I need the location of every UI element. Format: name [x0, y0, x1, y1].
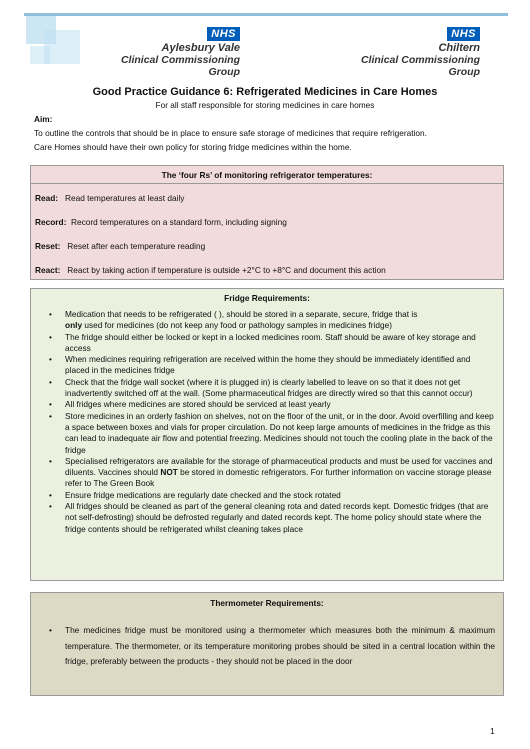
list-item: • The medicines fridge must be monitored using a thermometer which measures both the minimum & maximum temperature. The thermometer, or its temperature monitoring probes should be sited in a central location within the fridge, preferably between the products - they should not be placed in the door [49, 625, 495, 666]
page-subtitle: For all staff responsible for storing medicines in care homes [155, 100, 375, 110]
list-item: • Specialised refrigerators are available for the storage of pharmaceutical products and must be used for vaccines and diluents. Vaccines should NOT be stored in domestic refrigerators. For further information on vaccine storage please refer to The Green Book [49, 455, 493, 489]
thermometer-requirements-list [31, 623, 503, 670]
page-title: Good Practice Guidance 6: Refrigerated Medicines in Care Homes [92, 86, 438, 98]
four-rs-text: Reset after each temperature reading [67, 241, 206, 251]
nhs-logo-mark: NHS [207, 27, 240, 41]
four-rs-box [30, 165, 504, 280]
list-item: • Medication that needs to be refrigerated ( ), should be stored in a separate, secure, fridge that is only used for medicines (do not keep any food or pathology samples in medicines fridge) [49, 309, 418, 331]
fridge-requirements-list [31, 309, 503, 535]
list-item: • All fridges should be cleaned as part of the general cleaning rota and dated records kept. Domestic fridges (that are not self-defrosting) should be defrosted regularly and dated records kept. The home policy should state where the fridge contents should be refrigerated whilst cleaning takes place [49, 501, 489, 534]
bullet-icon: • [49, 410, 52, 421]
aylesbury-vale-logo [90, 24, 240, 78]
list-item: • When medicines requiring refrigeration are received within the home they should be immediately identified and placed in the medicines fridge [49, 354, 471, 376]
nhs-logo-mark: NHS [447, 27, 480, 41]
aim-text [34, 126, 504, 154]
bullet-icon: • [49, 376, 52, 387]
list-item: • Store medicines in an orderly fashion on shelves, not on the floor of the unit, or in the door. Avoid overfilling and keep a space between boxes and vials for proper circulation. Do not keep large amounts of medicines in the fridge as this can lead to inadequate air flow and potential freezing. Medicines should not touch the cooling plate in the back of the fridge [49, 410, 494, 455]
list-item: • The fridge should either be locked or kept in a locked medicines room. Staff should be aware of key storage and access [49, 331, 476, 353]
bullet-icon: • [49, 354, 52, 365]
logo-org-name: Chiltern [438, 42, 480, 54]
aim-line: To outline the controls that should be in place to ensure safe storage of medicines that require refrigeration. [34, 128, 427, 138]
four-rs-item [35, 265, 386, 275]
chiltern-logo [330, 24, 480, 78]
fridge-requirements-title: Fridge Requirements: [224, 293, 310, 303]
list-item: • Ensure fridge medications are regularly date checked and the stock rotated [49, 489, 341, 500]
page-number: 1 [490, 726, 495, 736]
list-item: • All fridges where medicines are stored should be serviced at least yearly [49, 399, 331, 410]
bullet-icon: • [49, 309, 52, 319]
bullet-icon: • [49, 455, 52, 466]
four-rs-item [35, 193, 184, 203]
thermometer-requirements-title: Thermometer Requirements: [210, 598, 324, 608]
four-rs-label: React: [35, 265, 61, 275]
four-rs-label: Reset: [35, 241, 61, 251]
logo-ccg-name: Clinical Commissioning Group [360, 54, 480, 78]
list-item: • Check that the fridge wall socket (where it is plugged in) is clearly labelled to leave on so that it does not get inadvertently switched off at the wall. (Some pharmaceutical fridges are directly wired so that this cannot occur) [49, 376, 473, 399]
four-rs-title: The ‘four Rs’ of monitoring refrigerator temperatures: [31, 166, 503, 184]
four-rs-text: Read temperatures at least daily [64, 193, 185, 203]
bullet-icon: • [49, 501, 52, 512]
bullet-icon: • [49, 399, 52, 410]
thermometer-requirements-box [30, 592, 504, 696]
four-rs-label: Record: [35, 217, 67, 227]
aim-line: Care Homes should have their own policy for storing fridge medicines within the home. [34, 142, 352, 152]
bullet-icon: • [49, 625, 52, 635]
bullet-icon: • [49, 331, 52, 342]
aim-label: Aim: [34, 114, 53, 124]
bullet-icon: • [49, 489, 52, 500]
four-rs-text: React by taking action if temperature is outside +2°C to +8°C and document this action [67, 265, 386, 275]
four-rs-label: Read: [35, 193, 59, 203]
logo-ccg-name: Clinical Commissioning Group [120, 54, 240, 78]
logo-org-name: Aylesbury Vale [161, 42, 240, 54]
header-decoration [26, 16, 86, 66]
fridge-requirements-box [30, 288, 504, 581]
four-rs-text: Record temperatures on a standard form, including signing [70, 217, 287, 227]
four-rs-item [35, 241, 205, 251]
four-rs-item [35, 217, 287, 227]
header-rule [24, 13, 508, 16]
